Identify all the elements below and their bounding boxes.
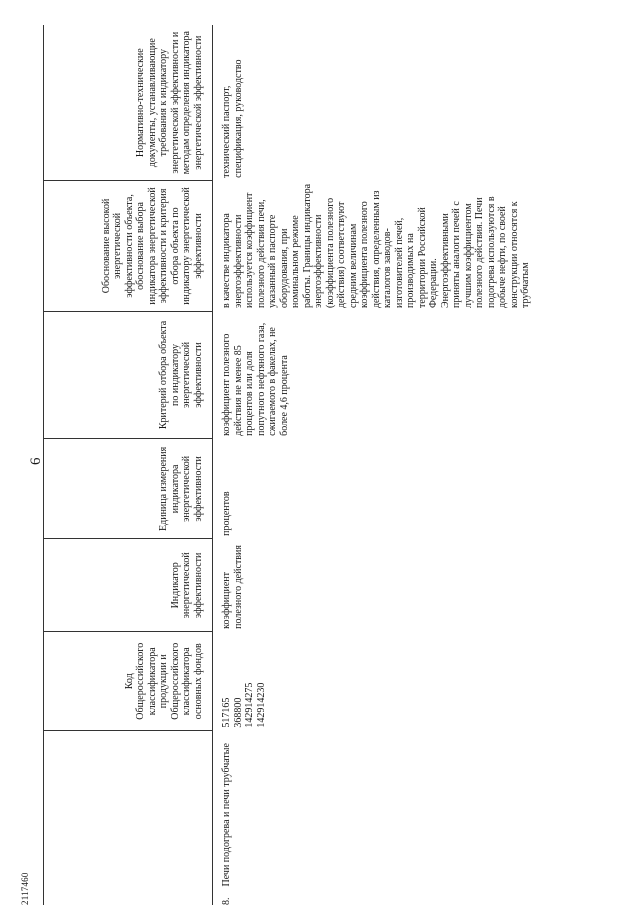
row-unit: процентов	[221, 491, 232, 536]
code-item: 517165	[221, 697, 232, 728]
row-name: Печи подогрева и печи трубчатые	[221, 743, 232, 887]
page-number: 6	[28, 457, 44, 465]
row-criterion: коэффициент полезного действия не менее 85 процентов или доля попутного нефтяного газа, сжигаемого в факелах, не более 4,6 процента	[221, 322, 290, 436]
row-indicator: коэффициент полезного действия	[221, 545, 244, 629]
document-id: 2117460	[20, 872, 30, 905]
row-codes	[213, 632, 534, 731]
table-header-row	[44, 25, 213, 905]
header-unit: Единица измерения индикатора энергетической эффективности	[44, 439, 213, 539]
code-item: 368800	[232, 697, 244, 728]
header-justification: Обоснование высокой энергетической эффективности объекта, обоснование выбора индикатора энергетической эффективности и критерия отбора объекта по индикатору энергетической эффективности	[44, 181, 213, 311]
code-item: 142914275	[244, 682, 255, 728]
row-name-cell	[213, 731, 534, 905]
header-classifier-code: Код Общероссийского классификатора продукции и Общероссийского классификатора основных фондов	[44, 632, 213, 731]
code-item: 142914230	[255, 682, 267, 728]
header-indicator: Индикатор энергетической эффективности	[44, 539, 213, 632]
row-justification: в качестве индикатора энергоэффективности используется коэффициент полезного действия печи, указанный в паспорте оборудования, при номинальном режиме работы. Границы индикатора энергоэффективности (коэффициента полезного действия) соответствуют средним величинам коэффициента полезного действия, определенным из каталогов заводов-изготовителей печей, производимых на территории Российской Федерации. Энергоэффективными приняты аналоги печей с лучшим коэффициентом полезного действия. Печи подогрева используются в добыче нефти, по своей конструкции относятся к трубчатым	[221, 183, 531, 309]
row-number: 8.	[221, 897, 232, 905]
energy-efficiency-table	[43, 25, 534, 905]
rotated-page	[12, 0, 632, 905]
table-row	[213, 25, 534, 905]
header-criterion: Критерий отбора объекта по индикатору энергетической эффективности	[44, 311, 213, 439]
header-documents: Нормативно-технические документы, устанавливающие требования к индикатору энергетической эффективности и методам определения индикатора энергетической эффективности	[44, 25, 213, 181]
row-documents: технический паспорт, спецификация, руководство	[221, 59, 244, 178]
header-item-name	[44, 731, 213, 905]
